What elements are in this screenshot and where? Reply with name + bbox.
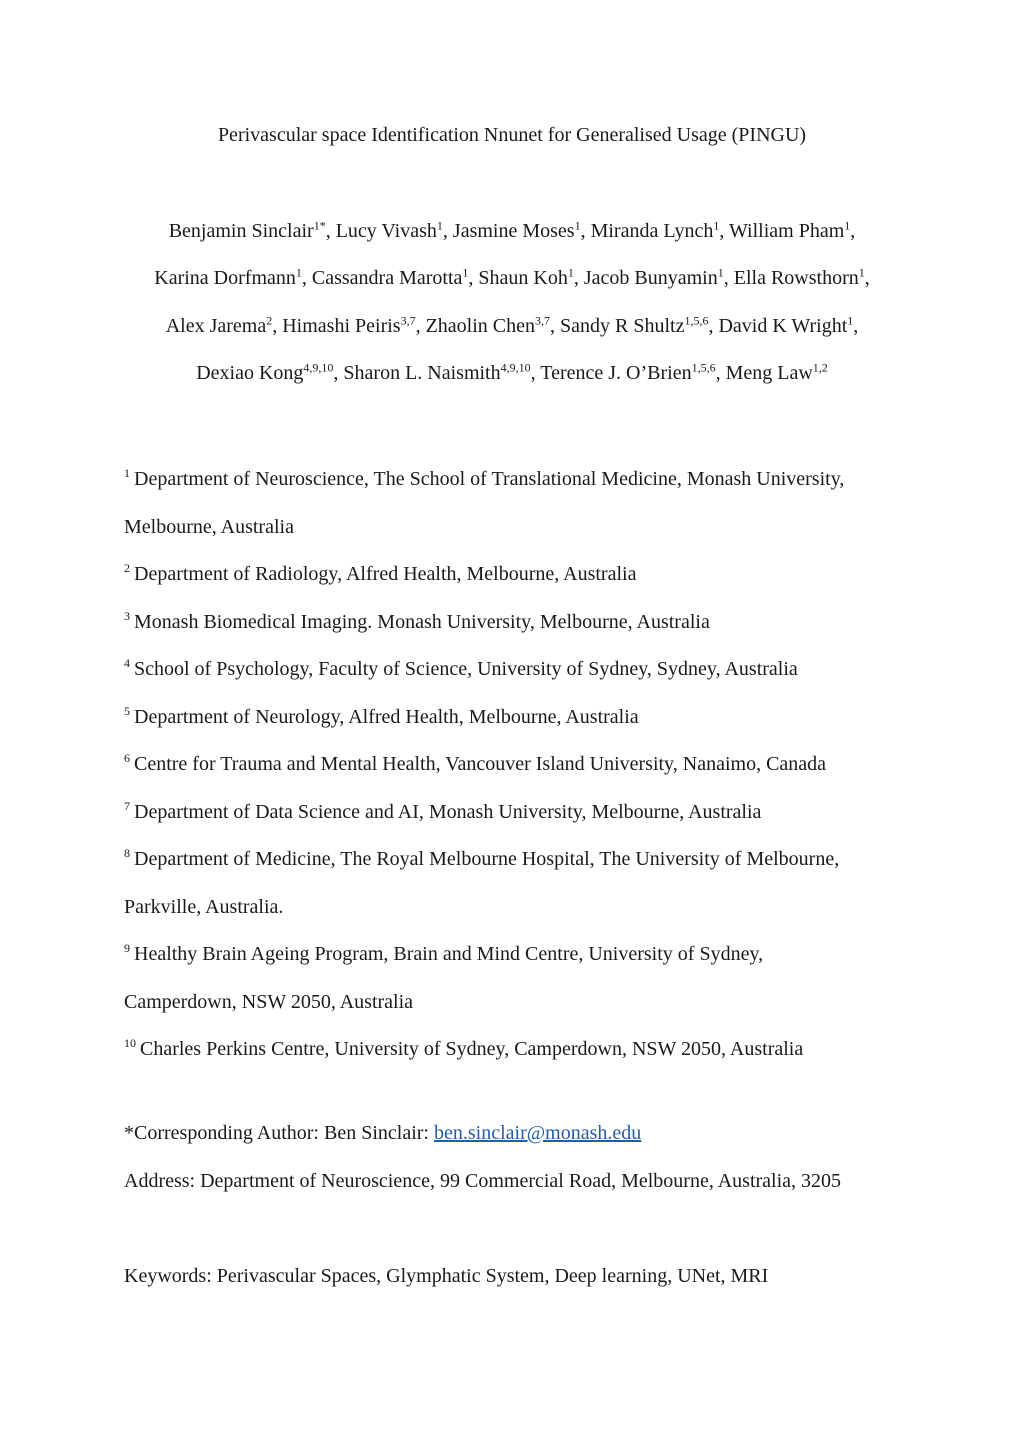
affiliation-number: 7 xyxy=(124,798,130,813)
author-name: Jacob Bunyamin xyxy=(583,267,718,289)
affiliation-text: Melbourne, Australia xyxy=(124,515,294,538)
author-affiliation-marker: 1 xyxy=(713,218,720,233)
author-affiliation-marker: 1 xyxy=(858,265,865,280)
author-name: Benjamin Sinclair xyxy=(168,220,314,242)
author-separator: , xyxy=(550,315,561,337)
author-name: Shaun Koh xyxy=(478,267,568,289)
affiliation-text: Monash Biomedical Imaging. Monash University, Melbourne, Australia xyxy=(134,610,710,633)
author-separator: , xyxy=(723,267,734,289)
author-name: Alex Jarema xyxy=(165,315,267,337)
author-separator: , xyxy=(301,267,312,289)
author-line-2 xyxy=(0,267,1024,290)
author-affiliation-marker: 1 xyxy=(295,265,302,280)
author-name: Zhaolin Chen xyxy=(425,315,536,337)
affiliation-line xyxy=(124,1026,924,1074)
author-line-3 xyxy=(0,315,1024,338)
author-name: Ella Rowsthorn xyxy=(733,267,859,289)
author-affiliation-marker: 4,9,10 xyxy=(500,360,531,375)
corresponding-email-link[interactable]: ben.sinclair@monash.edu xyxy=(433,1122,642,1144)
affiliation-line xyxy=(124,646,924,694)
author-affiliation-marker: 1 xyxy=(462,265,469,280)
affiliation-number: 1 xyxy=(124,466,130,481)
affiliation-number: 4 xyxy=(124,656,130,671)
affiliation-line xyxy=(124,456,924,504)
author-line-4 xyxy=(0,362,1024,385)
author-separator: , xyxy=(850,220,856,242)
author-separator: , xyxy=(415,315,426,337)
corresponding-label: *Corresponding Author: Ben Sinclair: xyxy=(124,1122,434,1144)
author-affiliation-marker: 1 xyxy=(567,265,574,280)
affiliation-line xyxy=(124,931,924,979)
affiliation-number: 2 xyxy=(124,561,130,576)
author-affiliation-marker: 4,9,10 xyxy=(303,360,334,375)
author-separator: , xyxy=(325,220,336,242)
affiliation-line xyxy=(124,741,924,789)
author-affiliation-marker: 1,2 xyxy=(812,360,828,375)
author-name: Dexiao Kong xyxy=(196,362,304,384)
affiliation-text: Department of Neurology, Alfred Health, Melbourne, Australia xyxy=(134,705,639,728)
author-affiliation-marker: 3,7 xyxy=(535,313,551,328)
affiliation-number: 6 xyxy=(124,751,130,766)
author-affiliation-marker: 1 xyxy=(717,265,724,280)
author-affiliation-marker: 1 xyxy=(847,313,854,328)
author-name: William Pham xyxy=(728,220,845,242)
author-separator: , xyxy=(853,315,859,337)
affiliation-number: 5 xyxy=(124,703,130,718)
affiliation-text: Camperdown, NSW 2050, Australia xyxy=(124,990,414,1013)
author-separator: , xyxy=(573,267,584,289)
author-name: Himashi Peiris xyxy=(282,315,401,337)
affiliation-text: Department of Radiology, Alfred Health, Melbourne, Australia xyxy=(134,563,637,585)
affiliation-number: 10 xyxy=(124,1036,136,1051)
author-name: Lucy Vivash xyxy=(335,220,437,242)
paper-title: Perivascular space Identification Nnunet for Generalised Usage (PINGU) xyxy=(217,124,807,146)
affiliation-number: 8 xyxy=(124,846,130,861)
author-separator: , xyxy=(719,220,729,242)
affiliation-line xyxy=(124,979,924,1027)
author-affiliation-marker: 1,5,6 xyxy=(691,360,716,375)
author-affiliation-marker: 1 xyxy=(844,218,851,233)
author-separator: , xyxy=(580,220,591,242)
author-affiliation-marker: 1 xyxy=(436,218,443,233)
affiliation-line xyxy=(124,599,924,647)
author-name: Meng Law xyxy=(725,362,813,384)
affiliation-line xyxy=(124,551,924,599)
author-separator: , xyxy=(468,267,479,289)
author-separator: , xyxy=(530,362,541,384)
author-separator: , xyxy=(272,315,283,337)
author-name: Terence J. O’Brien xyxy=(540,362,692,384)
affiliations-list xyxy=(124,456,924,1074)
author-separator: , xyxy=(715,362,726,384)
keywords: Keywords: Perivascular Spaces, Glymphatic System, Deep learning, UNet, MRI xyxy=(124,1265,769,1287)
author-name: Karina Dorfmann xyxy=(154,267,296,289)
author-affiliation-marker: 1 xyxy=(574,218,581,233)
author-name: Sandy R Shultz xyxy=(560,315,685,337)
corresponding-author xyxy=(124,1122,641,1145)
author-separator: , xyxy=(708,315,719,337)
affiliation-text: School of Psychology, Faculty of Science, University of Sydney, Sydney, Australia xyxy=(134,658,798,680)
author-affiliation-marker: 1* xyxy=(313,218,326,233)
author-affiliation-marker: 3,7 xyxy=(400,313,416,328)
affiliation-text: Department of Medicine, The Royal Melbourne Hospital, The University of Melbourne, xyxy=(134,848,840,870)
affiliation-number: 3 xyxy=(124,608,130,623)
author-name: Jasmine Moses xyxy=(452,220,575,242)
affiliation-text: Centre for Trauma and Mental Health, Vancouver Island University, Nanaimo, Canada xyxy=(134,753,827,775)
affiliation-line xyxy=(124,836,924,884)
affiliation-line xyxy=(124,884,924,932)
address: Address: Department of Neuroscience, 99 Commercial Road, Melbourne, Australia, 3205 xyxy=(124,1170,842,1192)
affiliation-text: Parkville, Australia. xyxy=(124,895,284,918)
author-separator: , xyxy=(864,267,870,289)
author-name: Miranda Lynch xyxy=(590,220,714,242)
author-name: Cassandra Marotta xyxy=(311,267,463,289)
affiliation-text: Charles Perkins Centre, University of Sydney, Camperdown, NSW 2050, Australia xyxy=(140,1038,804,1060)
author-affiliation-marker: 1,5,6 xyxy=(684,313,709,328)
author-separator: , xyxy=(442,220,453,242)
affiliation-text: Department of Neuroscience, The School of Translational Medicine, Monash University, xyxy=(134,468,845,490)
affiliation-line xyxy=(124,694,924,742)
author-affiliation-marker: 2 xyxy=(266,313,273,328)
author-separator: , xyxy=(333,362,344,384)
affiliation-text: Healthy Brain Ageing Program, Brain and Mind Centre, University of Sydney, xyxy=(134,943,764,965)
author-name: David K Wright xyxy=(718,315,848,337)
affiliation-line xyxy=(124,504,924,552)
author-name: Sharon L. Naismith xyxy=(343,362,501,384)
affiliation-line xyxy=(124,789,924,837)
affiliation-number: 9 xyxy=(124,941,130,956)
affiliation-text: Department of Data Science and AI, Monash University, Melbourne, Australia xyxy=(134,800,762,823)
author-line-1 xyxy=(0,220,1024,243)
